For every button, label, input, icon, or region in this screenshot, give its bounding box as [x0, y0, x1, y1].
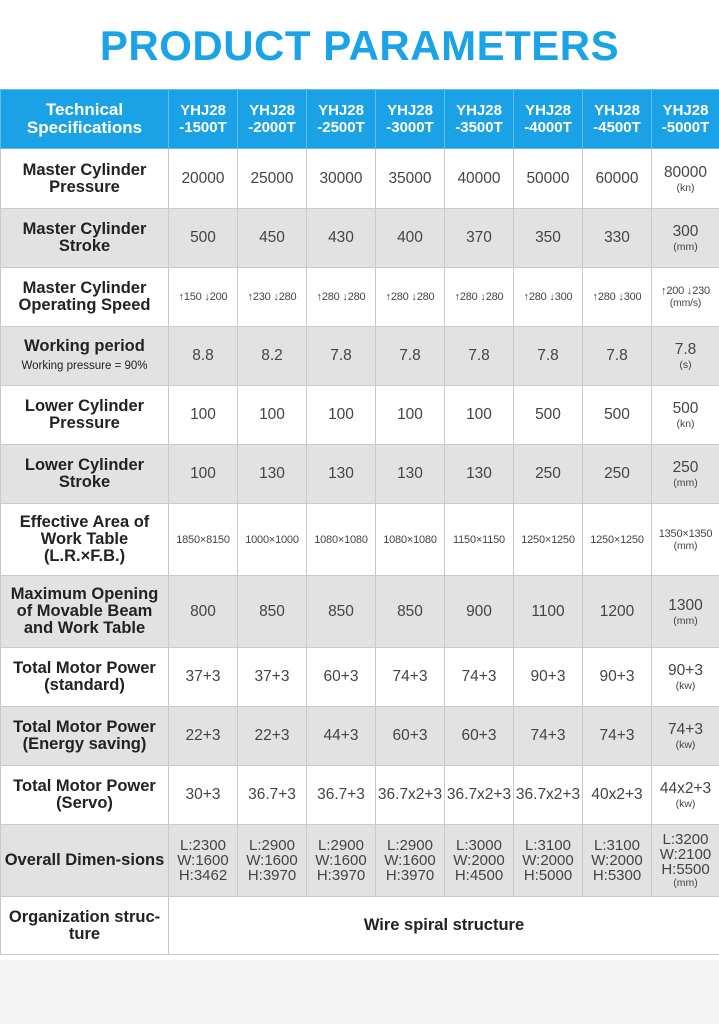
spec-value [583, 209, 652, 268]
spec-value-text: 130 [397, 465, 423, 482]
spec-value-text: 7.8 [674, 341, 697, 358]
model-header: YHJ28 -2000T [238, 90, 307, 149]
dimension-line: L:3100 [594, 837, 640, 854]
spec-value [514, 268, 583, 327]
unit-label: (kw) [675, 739, 696, 751]
spec-value-text: 22+3 [185, 727, 221, 744]
spec-value [514, 766, 583, 825]
spec-value [376, 766, 445, 825]
model-header: YHJ28 -2500T [307, 90, 376, 149]
dimension-line: H:3970 [247, 867, 297, 884]
spec-value-text: ↑280 ↓300 [523, 291, 573, 303]
spec-value-text: 500 [190, 229, 216, 246]
spec-value-text: 430 [328, 229, 354, 246]
spec-value [376, 648, 445, 707]
spec-value [307, 504, 376, 576]
model-header: YHJ28 -5000T [652, 90, 719, 149]
spec-value-text: 1100 [531, 602, 565, 620]
spec-value [583, 707, 652, 766]
dimension-line: L:2900 [249, 837, 295, 854]
spec-value-text: 37+3 [254, 668, 290, 685]
spec-value [514, 209, 583, 268]
spec-value [652, 149, 719, 209]
spec-value [169, 707, 238, 766]
spec-value [445, 386, 514, 445]
spec-value-text: 1080×1080 [383, 533, 437, 546]
spec-label [1, 327, 169, 386]
dimension-line: L:3100 [525, 837, 571, 854]
spec-value [238, 268, 307, 327]
spec-value [307, 576, 376, 648]
spec-value-text: 850 [259, 602, 285, 620]
spec-value [307, 766, 376, 825]
spec-label-text: Lower Cylinder Pressure [24, 397, 145, 432]
spec-value [652, 576, 719, 648]
spec-value [169, 149, 238, 209]
spec-value [445, 149, 514, 209]
spec-value-text: 900 [466, 602, 492, 620]
unit-label: (mm) [673, 477, 698, 489]
spec-value [652, 504, 719, 576]
spec-label [1, 445, 169, 504]
spec-value-text: 7.8 [399, 347, 421, 364]
spec-value [514, 327, 583, 386]
spec-label-text: Working period [24, 336, 145, 355]
spec-label-text: Total Motor Power (Servo) [13, 777, 156, 812]
dimensions-row [1, 825, 719, 897]
spec-value-text: 36.7x2+3 [446, 786, 512, 803]
spec-value-text: 60000 [595, 169, 639, 187]
spec-label-text: Master Cylinder Operating Speed [18, 279, 151, 314]
spec-value-text: 8.2 [261, 347, 283, 364]
spec-row [1, 504, 719, 576]
spec-value [652, 445, 719, 504]
spec-value [583, 445, 652, 504]
spec-row [1, 648, 719, 707]
unit-label: (kw) [675, 680, 696, 692]
spec-value [583, 576, 652, 648]
spec-value-text: 500 [604, 406, 630, 423]
spec-value [583, 386, 652, 445]
spec-value [583, 268, 652, 327]
spec-value-text: 74+3 [599, 727, 635, 744]
spec-value-text: 100 [397, 406, 423, 423]
spec-label [1, 209, 169, 268]
bottom-band [0, 960, 719, 1024]
spec-value-text: 36.7+3 [317, 786, 365, 803]
spec-value [169, 445, 238, 504]
unit-label: (mm) [673, 614, 698, 627]
dimension-line: W:1600 [384, 852, 436, 869]
spec-value-text: 850 [397, 602, 423, 620]
dimension-line: L:2900 [318, 837, 364, 854]
spec-value [238, 648, 307, 707]
unit-label: (mm) [673, 877, 698, 889]
spec-value [445, 209, 514, 268]
spec-value [445, 648, 514, 707]
spec-value-text: 1250×1250 [521, 533, 575, 546]
spec-value [238, 445, 307, 504]
spec-value-text: 250 [604, 465, 630, 482]
dimension-line: H:4500 [454, 867, 504, 884]
spec-label-text: Total Motor Power (Energy saving) [13, 718, 156, 753]
spec-value-text: 30000 [319, 169, 363, 187]
spec-value [376, 504, 445, 576]
organization-value: Wire spiral structure [169, 897, 719, 955]
spec-value-text: 60+3 [392, 727, 428, 744]
dimension-line: H:3462 [178, 867, 228, 884]
spec-value [652, 209, 719, 268]
spec-value-text: 44x2+3 [659, 780, 712, 797]
dimension-line: L:2900 [387, 837, 433, 854]
spec-value [307, 648, 376, 707]
dimension-line: W:2000 [591, 852, 643, 869]
spec-value-text: 1200 [599, 602, 635, 620]
spec-row [1, 707, 719, 766]
dimensions-value [445, 825, 514, 897]
spec-label [1, 766, 169, 825]
spec-value [376, 268, 445, 327]
unit-label: (mm/s) [669, 297, 702, 309]
dimension-line: L:2300 [180, 837, 226, 854]
spec-value-text: 36.7+3 [248, 786, 296, 803]
unit-label: (s) [679, 359, 692, 371]
spec-value [238, 386, 307, 445]
spec-value-text: 8.8 [192, 347, 214, 364]
dimensions-value [514, 825, 583, 897]
spec-value [376, 445, 445, 504]
dimension-line: W:2000 [522, 852, 574, 869]
spec-value-text: 130 [328, 465, 354, 482]
dimension-line: W:1600 [177, 852, 229, 869]
spec-value-text: 1080×1080 [314, 533, 368, 546]
spec-value-text: 74+3 [461, 668, 497, 685]
spec-value [445, 707, 514, 766]
spec-value-text: 370 [466, 229, 492, 246]
unit-label: (mm) [673, 539, 698, 552]
spec-value-text: 1300 [668, 596, 703, 614]
spec-value-text: 450 [259, 229, 285, 246]
dimension-line: W:1600 [315, 852, 367, 869]
dimension-line: H:5000 [523, 867, 573, 884]
spec-value-text: 40000 [457, 169, 501, 187]
spec-value [514, 648, 583, 707]
spec-label [1, 648, 169, 707]
spec-value-text: ↑150 ↓200 [178, 291, 228, 303]
spec-value [307, 149, 376, 209]
spec-row [1, 327, 719, 386]
dimensions-value [652, 825, 719, 897]
spec-row [1, 209, 719, 268]
spec-value-text: ↑280 ↓280 [454, 291, 504, 303]
spec-value-text: 100 [190, 465, 216, 482]
spec-row [1, 576, 719, 648]
dimensions-label: Overall Dimen-sions [1, 825, 169, 897]
spec-value-text: 100 [190, 406, 216, 423]
spec-value [652, 648, 719, 707]
unit-label: (kn) [676, 418, 695, 430]
unit-label: (kn) [676, 181, 695, 194]
spec-value-text: ↑280 ↓280 [385, 291, 435, 303]
spec-value [307, 327, 376, 386]
spec-value-text: 350 [535, 229, 561, 246]
spec-value [445, 327, 514, 386]
spec-value-text: 80000 [663, 163, 708, 181]
spec-value-text: 100 [259, 406, 285, 423]
dimensions-value [307, 825, 376, 897]
spec-header: Technical Specifications [1, 90, 169, 149]
spec-value-text: 20000 [181, 169, 225, 187]
spec-value [376, 209, 445, 268]
spec-value-text: 1350×1350 [658, 527, 713, 540]
dimensions-value [238, 825, 307, 897]
spec-value [307, 209, 376, 268]
spec-value [652, 327, 719, 386]
spec-value [376, 707, 445, 766]
spec-label-text: Total Motor Power (standard) [13, 659, 156, 694]
spec-label [1, 576, 169, 648]
spec-value [652, 766, 719, 825]
spec-value-text: 90+3 [530, 668, 566, 685]
spec-value-text: 500 [672, 400, 699, 417]
spec-value-text: 1150×1150 [453, 533, 505, 546]
spec-value-text: 30+3 [185, 786, 221, 803]
spec-value [169, 268, 238, 327]
dimension-line: W:2000 [453, 852, 505, 869]
spec-value [169, 576, 238, 648]
dimension-line: W:2100 [659, 846, 712, 863]
spec-value-text: 74+3 [392, 668, 428, 685]
spec-value [376, 386, 445, 445]
spec-value [307, 268, 376, 327]
spec-value-text: 130 [466, 465, 492, 482]
spec-value [238, 149, 307, 209]
dimension-line: L:3200 [662, 831, 709, 848]
spec-value [169, 327, 238, 386]
spec-value-text: 1000×1000 [245, 533, 299, 546]
dimension-line: H:3970 [385, 867, 435, 884]
spec-value-text: 22+3 [254, 727, 290, 744]
spec-value [238, 209, 307, 268]
spec-value-text: 90+3 [599, 668, 635, 685]
dimension-line: W:1600 [246, 852, 298, 869]
model-header: YHJ28 -4000T [514, 90, 583, 149]
model-header: YHJ28 -1500T [169, 90, 238, 149]
spec-value-text: 25000 [250, 169, 294, 187]
spec-value [376, 576, 445, 648]
spec-value-text: 1850×8150 [176, 533, 230, 546]
dimension-line: L:3000 [456, 837, 502, 854]
spec-value [583, 766, 652, 825]
spec-value [514, 445, 583, 504]
spec-value-text: 7.8 [606, 347, 628, 364]
spec-label-text: Maximum Opening of Movable Beam and Work Table [10, 585, 159, 637]
spec-value-text: 74+3 [668, 721, 703, 738]
spec-value [169, 766, 238, 825]
spec-value-text: 44+3 [323, 727, 359, 744]
spec-value-text: 400 [397, 229, 423, 246]
spec-value [238, 707, 307, 766]
model-header: YHJ28 -3500T [445, 90, 514, 149]
spec-value-text: ↑280 ↓300 [592, 291, 642, 303]
spec-value [307, 386, 376, 445]
spec-row [1, 268, 719, 327]
spec-value [445, 766, 514, 825]
spec-value [583, 648, 652, 707]
spec-value-text: 500 [535, 406, 561, 423]
spec-value-text: 36.7x2+3 [515, 786, 581, 803]
spec-value-text: 36.7x2+3 [377, 786, 443, 803]
spec-value [169, 504, 238, 576]
spec-value [307, 707, 376, 766]
spec-value-text: ↑230 ↓280 [247, 291, 297, 303]
spec-value-text: 60+3 [461, 727, 497, 744]
spec-value [514, 707, 583, 766]
dimension-line: H:5500 [661, 861, 710, 878]
spec-value-text: 850 [328, 602, 354, 620]
spec-value-text: 7.8 [468, 347, 490, 364]
header-row [1, 90, 719, 149]
organization-row [1, 897, 719, 955]
spec-value [652, 268, 719, 327]
dimensions-value [169, 825, 238, 897]
spec-label-text: Effective Area of Work Table (L.R.×F.B.) [19, 513, 150, 565]
spec-label-text: Lower Cylinder Stroke [24, 456, 145, 491]
unit-label: (kw) [675, 798, 696, 810]
spec-value-text: 800 [190, 602, 216, 620]
spec-value [583, 149, 652, 209]
spec-value-text: 250 [672, 459, 699, 476]
spec-label [1, 707, 169, 766]
model-header: YHJ28 -4500T [583, 90, 652, 149]
spec-value [445, 445, 514, 504]
spec-row [1, 445, 719, 504]
spec-value [514, 576, 583, 648]
spec-value [238, 766, 307, 825]
spec-sublabel: Working pressure = 90% [21, 359, 148, 372]
spec-value-text: 74+3 [530, 727, 566, 744]
spec-value [169, 386, 238, 445]
spec-value [583, 327, 652, 386]
spec-value-text: 60+3 [323, 668, 359, 685]
spec-value-text: 300 [672, 223, 699, 240]
spec-value [376, 149, 445, 209]
spec-label [1, 149, 169, 209]
spec-value [514, 149, 583, 209]
organization-label: Organization struc-ture [1, 897, 169, 955]
spec-value-text: 40x2+3 [591, 786, 643, 803]
spec-value [445, 268, 514, 327]
spec-value [376, 327, 445, 386]
dimensions-value [583, 825, 652, 897]
spec-value-text: 35000 [388, 169, 432, 187]
spec-row [1, 149, 719, 209]
spec-label [1, 504, 169, 576]
parameters-table [0, 89, 719, 955]
spec-value-text: 330 [604, 229, 630, 246]
spec-value-text: 7.8 [537, 347, 559, 364]
spec-value [169, 209, 238, 268]
spec-value [169, 648, 238, 707]
unit-label: (mm) [673, 241, 698, 253]
spec-value [583, 504, 652, 576]
spec-value-text: 130 [259, 465, 285, 482]
spec-value-text: ↑200 ↓230 [661, 285, 710, 297]
spec-value-text: 100 [328, 406, 354, 423]
spec-value [445, 504, 514, 576]
spec-value [307, 445, 376, 504]
dimensions-value [376, 825, 445, 897]
spec-label [1, 386, 169, 445]
spec-value [445, 576, 514, 648]
spec-value-text: 7.8 [330, 347, 352, 364]
dimension-line: H:3970 [316, 867, 366, 884]
spec-value [514, 504, 583, 576]
spec-value-text: 1250×1250 [590, 533, 644, 546]
spec-value-text: 50000 [526, 169, 570, 187]
spec-value-text: 250 [535, 465, 561, 482]
spec-value [514, 386, 583, 445]
spec-value [238, 504, 307, 576]
spec-value [238, 576, 307, 648]
page-title: PRODUCT PARAMETERS [99, 22, 620, 69]
spec-label-text: Master Cylinder Stroke [22, 220, 147, 255]
spec-value [652, 386, 719, 445]
spec-row [1, 766, 719, 825]
model-header: YHJ28 -3000T [376, 90, 445, 149]
spec-row [1, 386, 719, 445]
spec-value [652, 707, 719, 766]
spec-value [238, 327, 307, 386]
spec-value-text: ↑280 ↓280 [316, 291, 366, 303]
spec-label [1, 268, 169, 327]
spec-value-text: 37+3 [185, 668, 221, 685]
spec-label-text: Master Cylinder Pressure [22, 160, 147, 196]
dimension-line: H:5300 [592, 867, 642, 884]
spec-value-text: 90+3 [668, 662, 703, 679]
spec-value-text: 100 [466, 406, 492, 423]
